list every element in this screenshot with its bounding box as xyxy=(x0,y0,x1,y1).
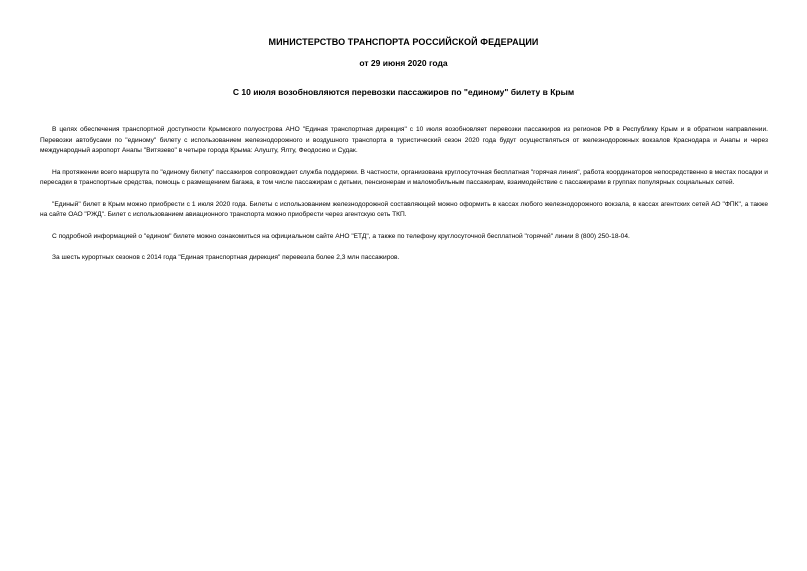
paragraph: С подробной информацией о "едином" билете можно ознакомиться на официальном сайте АНО "ЕТД", а также по телефону круглосуточной бесплатной "горячей" линии 8 (800) 250-18-04. xyxy=(52,232,630,240)
paragraph: В целях обеспечения транспортной доступности Крымского полуострова АНО "Единая транспортная дирекция" с 10 июля возобновляет перевозки пассажиров из регионов РФ в Республику Крым и в обратном направлении. Перевозки автобусами по "единому" билету с использованием железнодорожного и воздушного транспорта в туристический сезон 2020 года будут осуществляться от железнодорожных вокзалов Краснодара и Анапы и через международный аэропорт Анапы "Витязево" в четыре города Крыма: Алушту, Ялту, Феодосию и Судак. xyxy=(40,126,768,154)
document-body xyxy=(40,125,768,275)
paragraph: На протяжении всего маршрута по "единому билету" пассажиров сопровождает служба поддержки. В частности, организована круглосуточная бесплатная "горячая линия", работа координаторов непосредственно в местах посадки и пересадки в транспортные средства, помощь с размещением багажа, в том числе пассажирам с детьми, пенсионерам и маломобильным пассажирам, взаимодействие с пассажирами в группах популярных социальных сетей. xyxy=(40,168,768,186)
document-date: от 29 июня 2020 года xyxy=(359,58,448,68)
document-heading: С 10 июля возобновляются перевозки пассажиров по "единому" билету в Крым xyxy=(232,87,575,97)
paragraph: За шесть курортных сезонов с 2014 года "Единая транспортная дирекция" перевезла более 2,3 млн пассажиров. xyxy=(52,254,400,261)
paragraph: "Единый" билет в Крым можно приобрести с 1 июля 2020 года. Билеты с использованием железнодорожной составляющей можно оформить в кассах любого железнодорожного вокзала, в кассах агентских сетей АО "ФПК", а также на сайте ОАО "РЖД". Билет с использованием авиационного транспорта можно приобрести через агентскую сеть ТКП. xyxy=(40,200,768,218)
organization-title: МИНИСТЕРСТВО ТРАНСПОРТА РОССИЙСКОЙ ФЕДЕРАЦИИ xyxy=(268,37,539,47)
